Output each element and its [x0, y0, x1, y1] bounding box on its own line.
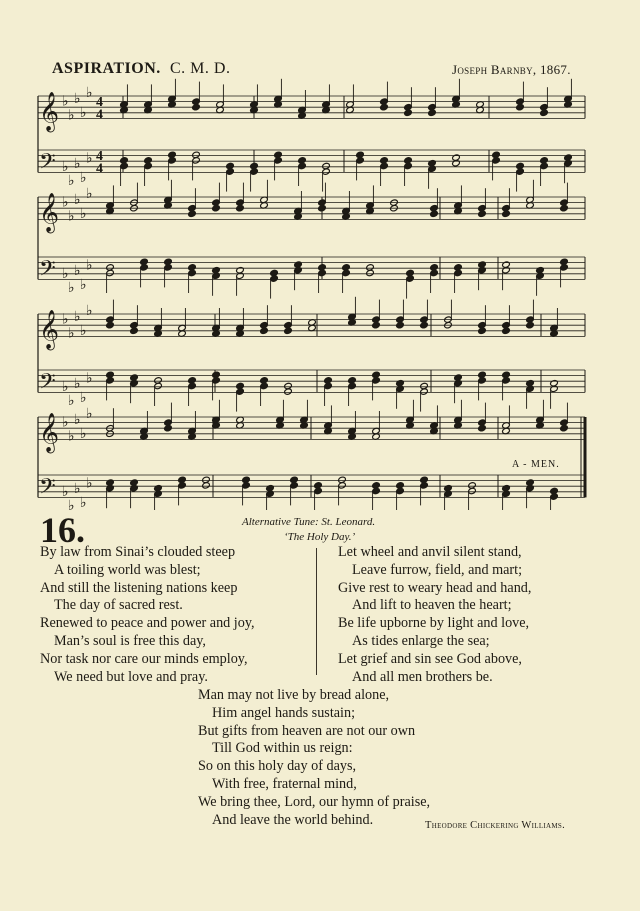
- hymn-number: 16.: [40, 510, 85, 550]
- verse-line: Let grief and sin see God above,: [338, 650, 522, 667]
- notehead: [420, 322, 429, 329]
- flat-icon: ♭: [62, 194, 69, 211]
- verse-line: And still the listening nations keep: [40, 579, 238, 596]
- flat-icon: ♭: [80, 495, 87, 510]
- time-signature-bottom: 4: [96, 107, 103, 123]
- bass-clef-icon: 𝄢: [39, 256, 56, 287]
- notehead: [560, 205, 569, 212]
- verse-2: [338, 544, 531, 686]
- notehead: [260, 327, 269, 334]
- verse-line: Let wheel and anvil silent stand,: [338, 544, 522, 560]
- flat-icon: ♭: [80, 170, 87, 186]
- time-signature-top: 4: [96, 149, 103, 165]
- verse-line: We need but love and pray.: [54, 668, 208, 685]
- verse-line: Man may not live by bread alone,: [198, 687, 390, 703]
- verse-line: Give rest to weary head and hand,: [338, 579, 532, 596]
- bass-clef-icon: 𝄢: [39, 149, 56, 180]
- flat-icon: ♭: [86, 406, 93, 423]
- verse-line: The day of sacred rest.: [54, 597, 183, 614]
- notehead: [130, 327, 139, 334]
- verse-line: Leave furrow, field, and mart;: [352, 561, 523, 578]
- notehead: [478, 210, 487, 217]
- flat-icon: ♭: [68, 325, 75, 342]
- flat-icon: ♭: [74, 481, 81, 497]
- flat-icon: ♭: [80, 205, 87, 222]
- alternative-tune: Alternative Tune: St. Leonard.: [242, 516, 376, 528]
- flat-icon: ♭: [86, 303, 93, 320]
- verse-line: But gifts from heaven are not our own: [198, 722, 416, 739]
- verse-line: And leave the world behind.: [212, 811, 374, 828]
- verse-line: A toiling world was blest;: [54, 561, 201, 578]
- flat-icon: ♭: [68, 279, 75, 296]
- flat-icon: ♭: [62, 311, 69, 328]
- column-divider: [316, 548, 317, 675]
- flat-icon: ♭: [68, 392, 75, 409]
- treble-clef-icon: 𝄞: [39, 309, 60, 350]
- verse-3: [198, 687, 430, 829]
- notehead: [188, 210, 197, 217]
- notehead: [428, 109, 437, 116]
- treble-clef-icon: 𝄞: [39, 91, 60, 132]
- author-credit: Theodore Chickering Williams.: [425, 820, 566, 831]
- flat-icon: ♭: [74, 376, 81, 392]
- flat-icon: ♭: [80, 425, 87, 442]
- flat-icon: ♭: [62, 414, 69, 431]
- flat-icon: ♭: [80, 322, 87, 339]
- flat-icon: ♭: [86, 186, 93, 203]
- notehead: [164, 425, 173, 432]
- flat-icon: ♭: [68, 428, 75, 445]
- notehead: [106, 322, 115, 329]
- notehead: [284, 388, 293, 395]
- notehead: [478, 425, 487, 432]
- flat-icon: ♭: [74, 156, 81, 172]
- flat-icon: ♭: [80, 277, 87, 293]
- notehead: [372, 322, 381, 329]
- verse-1: [40, 544, 255, 686]
- flat-icon: ♭: [68, 107, 75, 124]
- verse-line: Be life upborne by light and love,: [338, 615, 530, 632]
- verse-line: And all men brothers be.: [352, 668, 493, 685]
- verse-line: Man’s soul is free this day,: [54, 632, 206, 649]
- flat-icon: ♭: [86, 150, 93, 167]
- notehead: [560, 425, 569, 432]
- notehead: [236, 205, 245, 212]
- verse-line: We bring thee, Lord, our hymn of praise,: [198, 793, 431, 810]
- flat-icon: ♭: [80, 390, 87, 406]
- notehead: [202, 482, 211, 489]
- flat-icon: ♭: [74, 411, 81, 428]
- flat-icon: ♭: [62, 378, 69, 395]
- amen-label: A - MEN.: [512, 459, 560, 470]
- verse-line: And lift to heaven the heart;: [352, 597, 512, 614]
- flat-icon: ♭: [86, 257, 93, 274]
- verse-line: By law from Sinai’s clouded steep: [40, 544, 236, 560]
- notehead: [212, 205, 221, 212]
- verse-line: So on this holy day of days,: [198, 758, 357, 775]
- notehead: [478, 327, 487, 334]
- notehead: [540, 109, 549, 116]
- verse-line: Him angel hands sustain;: [212, 704, 356, 721]
- flat-icon: ♭: [68, 208, 75, 225]
- notehead: [502, 210, 511, 217]
- bass-clef-icon: 𝄢: [39, 369, 56, 400]
- notehead: [430, 210, 439, 217]
- alternative-tune-title: ‘The Holy Day.’: [284, 531, 356, 543]
- time-signature-bottom: 4: [96, 161, 103, 177]
- notehead: [452, 160, 461, 167]
- flat-icon: ♭: [74, 263, 81, 279]
- verse-line: Till God within us reign:: [212, 740, 353, 757]
- treble-clef-icon: 𝄞: [39, 412, 60, 453]
- tune-name: ASPIRATION.: [52, 60, 161, 77]
- notehead: [284, 327, 293, 334]
- notehead: [526, 322, 535, 329]
- flat-icon: ♭: [86, 85, 93, 102]
- flat-icon: ♭: [86, 370, 93, 387]
- notehead: [380, 104, 389, 111]
- verse-line: As tides enlarge the sea;: [352, 632, 490, 649]
- flat-icon: ♭: [62, 483, 69, 500]
- flat-icon: ♭: [62, 158, 69, 175]
- flat-icon: ♭: [74, 90, 81, 107]
- composer-credit: Joseph Barnby, 1867.: [452, 62, 571, 77]
- flat-icon: ♭: [68, 172, 75, 189]
- treble-clef-icon: 𝄞: [39, 192, 60, 233]
- flat-icon: ♭: [86, 475, 93, 492]
- notehead: [192, 104, 201, 111]
- notehead: [502, 327, 511, 334]
- bass-clef-icon: 𝄢: [39, 474, 56, 505]
- notehead: [396, 322, 405, 329]
- verse-line: Renewed to peace and power and joy,: [40, 615, 255, 632]
- verse-line: Nor task nor care our minds employ,: [40, 650, 248, 667]
- flat-icon: ♭: [80, 104, 87, 121]
- time-signature-top: 4: [96, 95, 103, 111]
- notehead: [366, 269, 375, 276]
- flat-icon: ♭: [68, 497, 75, 510]
- meter-label: C. M. D.: [170, 60, 231, 77]
- flat-icon: ♭: [74, 191, 81, 208]
- flat-icon: ♭: [74, 308, 81, 325]
- verse-line: With free, fraternal mind,: [212, 775, 357, 792]
- notehead: [318, 205, 327, 212]
- notehead: [516, 104, 525, 111]
- flat-icon: ♭: [62, 93, 69, 110]
- flat-icon: ♭: [62, 265, 69, 282]
- notehead: [404, 109, 413, 116]
